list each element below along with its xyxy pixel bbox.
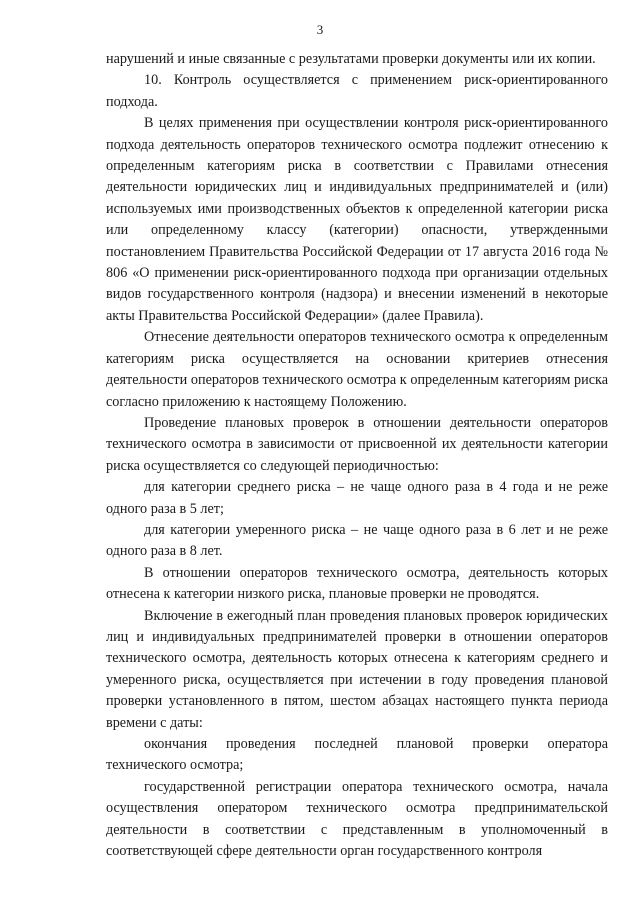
paragraph-low-risk: В отношении операторов технического осмотра, деятельность которых отнесена к категории низкого риска, плановые проверки не проводятся. (106, 564, 608, 603)
document-body (106, 49, 608, 862)
paragraph-last-inspection: окончания проведения последней плановой проверки оператора технического осмотра; (106, 736, 608, 774)
paragraph-risk-criteria: Отнесение деятельности операторов технического осмотра к определенным категориям риска осуществляется на основании критериев отнесения деятельности операторов технического осмотра к определенным категориям риска согласно приложению к настоящему Положению. (106, 329, 608, 410)
paragraph-periodicity: Проведение плановых проверок в отношении деятельности операторов технического осмотра в зависимости от присвоенной их деятельности категории риска осуществляется со следующей периодичностью: (106, 414, 608, 474)
page-number: 3 (316, 22, 324, 37)
paragraph-risk-categories: В целях применения при осуществлении контроля риск-ориентированного подхода деятельность операторов технического осмотра подлежит отнесению к определенным категориям риска в соответствии с Правилами отнесения деятельности юридических лиц и индивидуальных предпринимателей и (или) используемых ими производственных объектов к определенной категории риска или определенному классу (категории) опасности, утвержденными постановлением Правительства Российской Федерации от 17 августа 2016 года № 806 «О применении риск-ориентированного подхода при организации отдельных видов государственного контроля (надзора) и внесении изменений в некоторые акты Правительства Российской Федерации» (далее Правила). (106, 115, 608, 324)
paragraph-annual-plan: Включение в ежегодный план проведения плановых проверок юридических лиц и индивидуальных предпринимателей проверки в отношении операторов технического осмотра, деятельность которых отнесена к категориям среднего и умеренного риска, осуществляется при истечении в году проведения плановой проверки установленного в пятом, шестом абзацах настоящего пункта периода времени с даты: (106, 607, 608, 731)
paragraph-moderate-risk: для категории умеренного риска – не чаще одного раза в 6 лет и не реже одного раза в 8 лет. (106, 521, 608, 560)
paragraph-state-registration: государственной регистрации оператора технического осмотра, начала осуществления оператором технического осмотра предпринимательской деятельности в соответствии с представленным в уполномоченный в соответствующей сфере деятельности орган государственного контроля (106, 778, 608, 860)
paragraph-item-10: 10. Контроль осуществляется с применением риск-ориентированного подхода. (106, 72, 608, 110)
paragraph-medium-risk: для категории среднего риска – не чаще одного раза в 4 года и не реже одного раза в 5 лет; (106, 479, 608, 517)
paragraph-continuation: нарушений и иные связанные с результатами проверки документы или их копии. (106, 51, 596, 67)
